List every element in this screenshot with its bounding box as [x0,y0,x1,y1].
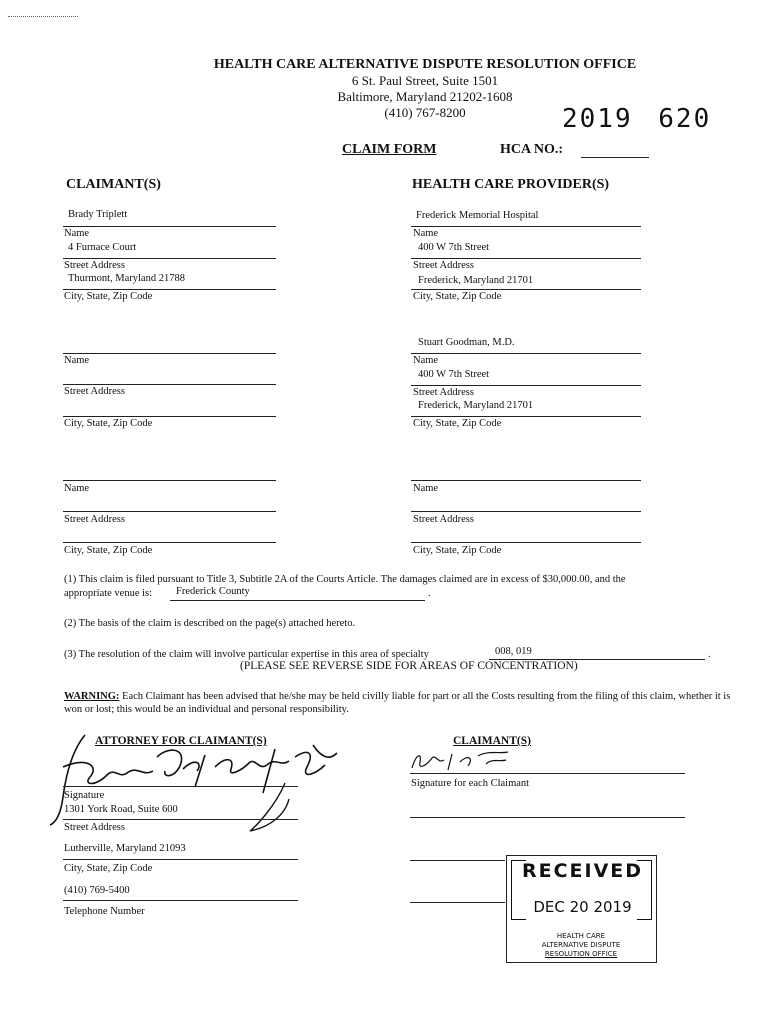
claimants-title: CLAIMANT(S) [66,177,161,192]
stamp-line-2: ALTERNATIVE DISPUTE [541,941,621,949]
claimant-1-city-line [63,289,276,290]
street-label: Street Address [64,514,125,525]
providers-title: HEALTH CARE PROVIDER(S) [412,177,610,192]
city-label: City, State, Zip Code [413,545,502,556]
city-label: City, State, Zip Code [64,291,153,302]
claimant-signature-line [410,773,685,774]
stamp-line-1: HEALTH CARE [556,932,606,940]
claimant-2-name-line [63,353,276,354]
claimant-sig-title: CLAIMANT(S) [453,735,531,747]
attorney-signature-label: Signature [64,790,105,801]
city-label: City, State, Zip Code [64,545,153,556]
statement-2: (2) The basis of the claim is described on the page(s) attached hereto. [64,618,356,629]
claimant-signature-line-3 [410,860,505,861]
name-label: Name [413,355,439,366]
office-address-2: Baltimore, Maryland 21202-1608 [337,89,513,104]
hca-label: HCA NO.: [500,142,563,157]
provider-1-name-line [411,226,641,227]
period-mark: . [708,649,711,660]
claimant-1-name: Brady Triplett [68,209,128,220]
provider-1-name: Frederick Memorial Hospital [416,210,539,221]
warning-body: Each Claimant has been advised that he/she may be held civilly liable for part or all the Costs resulting from the filing of this claim, whether it is won or lost; this would be an individual and personal responsibility. [64,691,731,715]
statement-1-venue-label: appropriate venue is: [64,588,153,599]
claimant-1-street: 4 Furnace Court [68,242,137,253]
street-label: Street Address [64,260,125,271]
provider-2-street: 400 W 7th Street [418,369,490,380]
stamp-received: RECEIVED [521,860,644,882]
provider-1-street: 400 W 7th Street [418,242,490,253]
venue-line [170,600,425,601]
attorney-phone-line [63,900,298,901]
scan-mark [8,16,78,19]
attorney-phone-label: Telephone Number [64,906,145,917]
attorney-signature-line [63,786,298,787]
attorney-signature [45,727,345,837]
attorney-phone: (410) 769-5400 [64,885,130,896]
provider-1-city-line [411,289,641,290]
provider-3-city-line [411,542,641,543]
city-label: City, State, Zip Code [413,291,502,302]
provider-2-street-line [411,385,641,386]
received-stamp [506,855,657,963]
statement-3-note: (PLEASE SEE REVERSE SIDE FOR AREAS OF CONCENTRATION) [240,660,578,672]
street-label: Street Address [413,514,474,525]
attorney-street-line [63,819,298,820]
statement-1: (1) This claim is filed pursuant to Title 3, Subtitle 2A of the Courts Article. The damages claimed are in excess of $30,000.00, and the [64,574,626,585]
street-label: Street Address [413,260,474,271]
office-phone: (410) 767-8200 [384,105,466,120]
name-label: Name [413,483,439,494]
case-number: 2019 620 [562,104,712,134]
provider-3-name-line [411,480,641,481]
name-label: Name [64,355,90,366]
claimant-signature [408,748,528,774]
claimant-signature-line-4 [410,902,505,903]
name-label: Name [64,483,90,494]
provider-2-name-line [411,353,641,354]
provider-2-city-line [411,416,641,417]
warning-text [64,690,744,716]
attorney-city-line [63,859,298,860]
claimant-1-city: Thurmont, Maryland 21788 [68,273,185,284]
attorney-city-label: City, State, Zip Code [64,863,153,874]
office-title: HEALTH CARE ALTERNATIVE DISPUTE RESOLUTION OFFICE [213,57,637,72]
claimant-2-city-line [63,416,276,417]
provider-1-city: Frederick, Maryland 21701 [418,275,534,286]
attorney-street: 1301 York Road, Suite 600 [64,804,178,815]
city-label: City, State, Zip Code [64,418,153,429]
specialty-value: 008, 019 [495,646,532,657]
claimant-3-name-line [63,480,276,481]
attorney-title: ATTORNEY FOR CLAIMANT(S) [95,735,267,747]
provider-1-street-line [411,258,641,259]
claimant-signature-label: Signature for each Claimant [411,778,530,789]
street-label: Street Address [64,386,125,397]
claimant-signature-line-2 [410,817,685,818]
name-label: Name [413,228,439,239]
claimant-3-street-line [63,511,276,512]
claimant-1-street-line [63,258,276,259]
claimant-2-street-line [63,384,276,385]
office-address-1: 6 St. Paul Street, Suite 1501 [351,73,499,88]
city-label: City, State, Zip Code [413,418,502,429]
hca-number-line [581,157,649,158]
statement-3: (3) The resolution of the claim will involve particular expertise in this area of specialty [64,649,429,660]
claimant-3-city-line [63,542,276,543]
venue-value: Frederick County [176,586,250,597]
attorney-city: Lutherville, Maryland 21093 [64,843,186,854]
name-label: Name [64,228,90,239]
warning-label: WARNING: [64,691,120,702]
period-mark: . [428,588,431,599]
attorney-street-label: Street Address [64,822,125,833]
street-label: Street Address [413,387,474,398]
claimant-1-name-line [63,226,276,227]
stamp-date: DEC 20 2019 [533,898,632,916]
provider-3-street-line [411,511,641,512]
form-title: CLAIM FORM [342,142,437,157]
stamp-line-3: RESOLUTION OFFICE [544,950,618,958]
provider-2-city: Frederick, Maryland 21701 [418,400,534,411]
provider-2-name: Stuart Goodman, M.D. [418,337,515,348]
